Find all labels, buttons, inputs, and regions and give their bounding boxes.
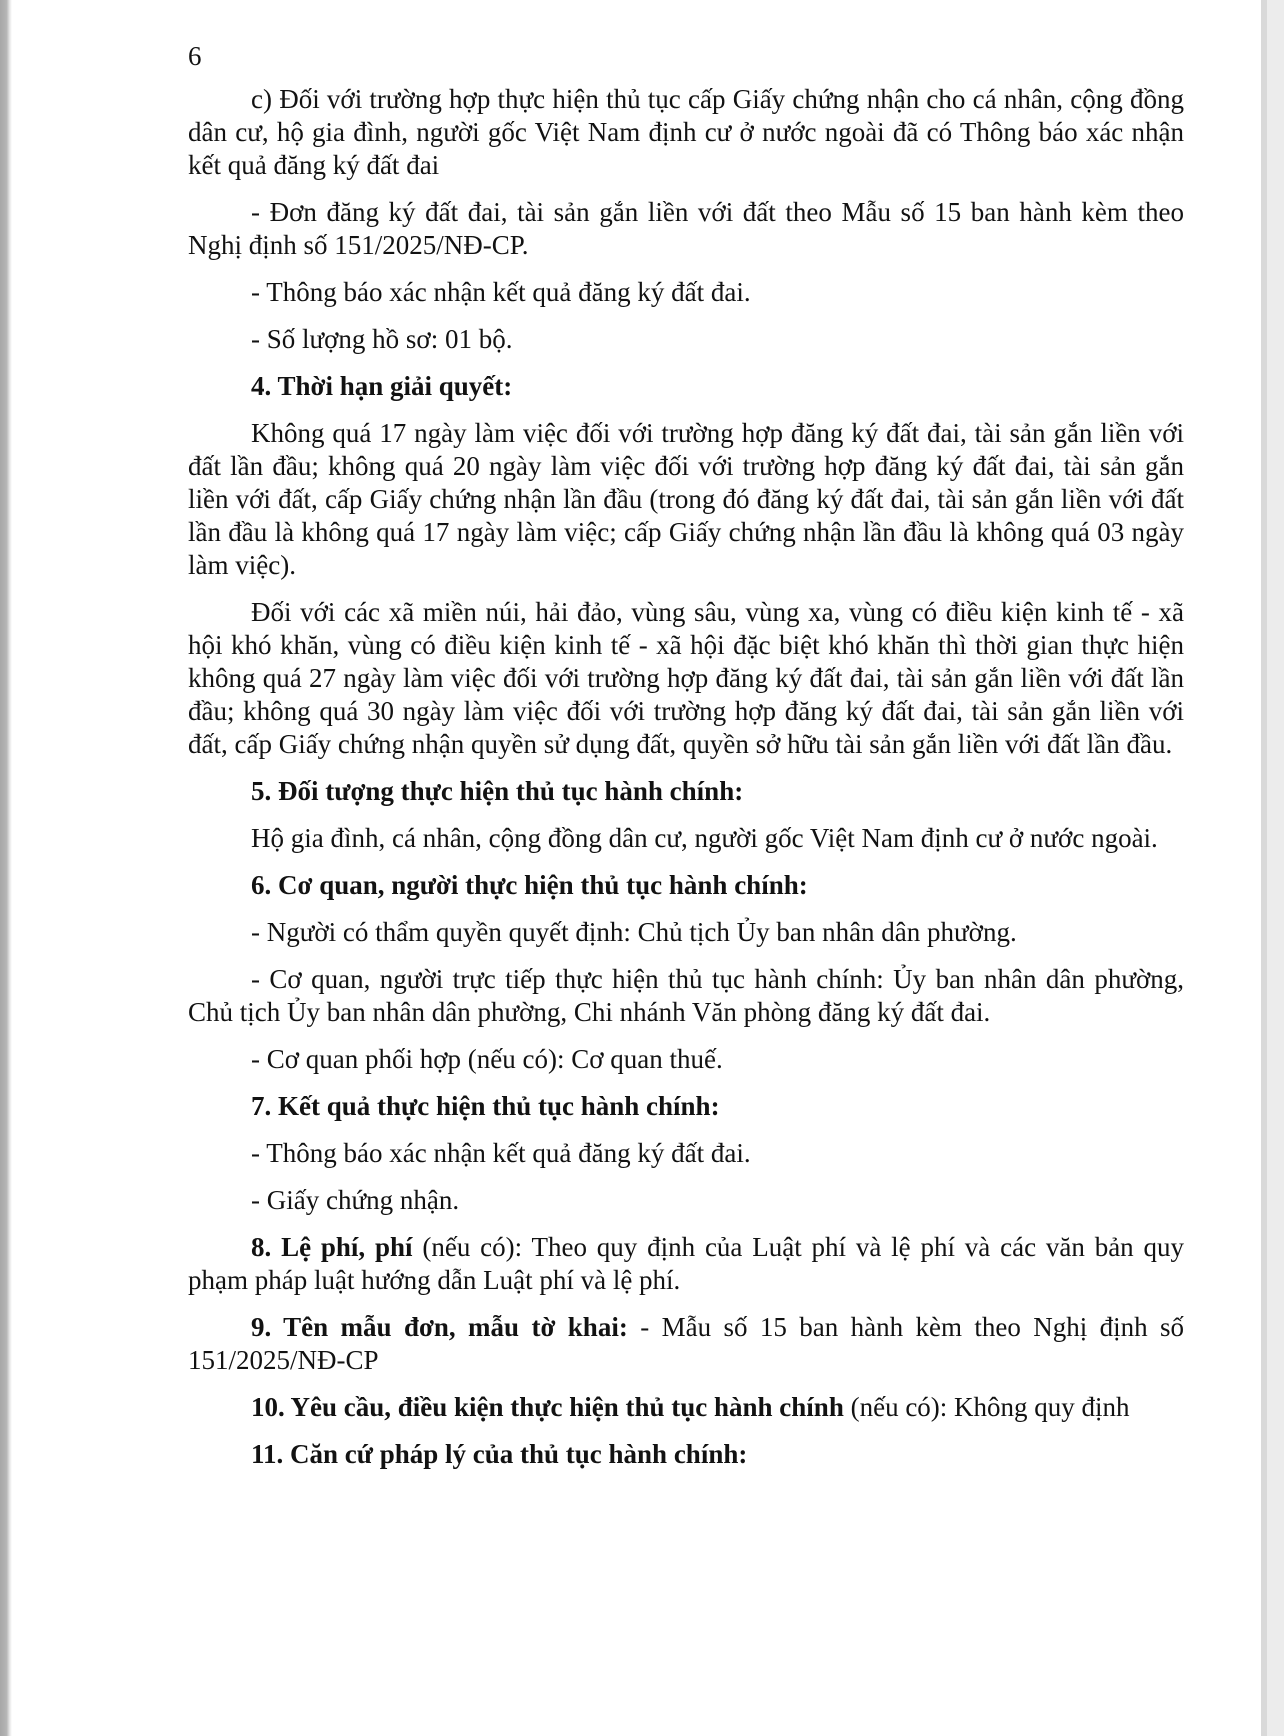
paragraph-requirements bbox=[188, 1391, 1184, 1424]
paragraph-fees-body: (nếu có): Theo quy định của Luật phí và lệ phí và các văn bản quy phạm pháp luật hướng dẫn Luật phí và lệ phí. bbox=[188, 1232, 1185, 1295]
paragraph-processing-time-2: Đối với các xã miền núi, hải đảo, vùng sâu, vùng xa, vùng có điều kiện kinh tế - xã hội khó khăn, vùng có điều kiện kinh tế - xã hội đặc biệt khó khăn thì thời gian thực hiện không quá 27 ngày làm việc đối với trường hợp đăng ký đất đai, tài sản gắn liền với đất lần đầu; không quá 30 ngày làm việc đối với trường hợp đăng ký đất đai, tài sản gắn liền với đất, cấp Giấy chứng nhận quyền sử dụng đất, quyền sở hữu tài sản gắn liền với đất lần đầu. bbox=[188, 597, 1184, 759]
list-item-confirmation-notice: - Thông báo xác nhận kết quả đăng ký đất đai. bbox=[251, 277, 751, 307]
paragraph-requirements-lead: 10. Yêu cầu, điều kiện thực hiện thủ tục hành chính bbox=[251, 1392, 844, 1422]
page-right-edge-shadow bbox=[1261, 0, 1284, 1736]
paragraph-procedure-subjects: Hộ gia đình, cá nhân, cộng đồng dân cư, người gốc Việt Nam định cư ở nước ngoài. bbox=[251, 823, 1158, 853]
list-item-application-form: - Đơn đăng ký đất đai, tài sản gắn liền với đất theo Mẫu số 15 ban hành kèm theo Nghị định số 151/2025/NĐ-CP. bbox=[188, 197, 1184, 260]
paragraph-point-c: c) Đối với trường hợp thực hiện thủ tục cấp Giấy chứng nhận cho cá nhân, cộng đồng dân cư, hộ gia đình, người gốc Việt Nam định cư ở nước ngoài đã có Thông báo xác nhận kết quả đăng ký đất đai bbox=[188, 84, 1184, 180]
paragraph-requirements-body: (nếu có): Không quy định bbox=[843, 1392, 1130, 1422]
paragraph-form-name-body: - Mẫu số 15 ban hành kèm theo Nghị định số 151/2025/NĐ-CP bbox=[188, 1312, 1185, 1375]
page-number: 6 bbox=[188, 41, 202, 71]
list-item-coordinating-agency: - Cơ quan phối hợp (nếu có): Cơ quan thuế. bbox=[251, 1044, 723, 1074]
page-left-edge-shadow bbox=[0, 0, 12, 1736]
section-heading-7: 7. Kết quả thực hiện thủ tục hành chính: bbox=[251, 1091, 720, 1121]
list-item-result-certificate: - Giấy chứng nhận. bbox=[251, 1185, 460, 1215]
section-heading-4: 4. Thời hạn giải quyết: bbox=[251, 371, 513, 401]
document-content bbox=[188, 40, 1184, 1485]
paragraph-form-name bbox=[188, 1311, 1184, 1377]
section-heading-5: 5. Đối tượng thực hiện thủ tục hành chính: bbox=[251, 776, 744, 806]
list-item-implementing-agency: - Cơ quan, người trực tiếp thực hiện thủ tục hành chính: Ủy ban nhân dân phường, Chủ tịch Ủy ban nhân dân phường, Chi nhánh Văn phòng đăng ký đất đai. bbox=[188, 964, 1184, 1027]
list-item-dossier-count: - Số lượng hồ sơ: 01 bộ. bbox=[251, 324, 513, 354]
list-item-result-notice: - Thông báo xác nhận kết quả đăng ký đất đai. bbox=[251, 1138, 751, 1168]
paragraph-form-name-lead: 9. Tên mẫu đơn, mẫu tờ khai: bbox=[251, 1312, 628, 1342]
section-heading-11: 11. Căn cứ pháp lý của thủ tục hành chính: bbox=[251, 1439, 748, 1469]
paragraph-fees bbox=[188, 1231, 1184, 1297]
paragraph-processing-time-1: Không quá 17 ngày làm việc đối với trường hợp đăng ký đất đai, tài sản gắn liền với đất lần đầu; không quá 20 ngày làm việc đối với trường hợp đăng ký đất đai, tài sản gắn liền với đất, cấp Giấy chứng nhận lần đầu (trong đó đăng ký đất đai, tài sản gắn liền với đất lần đầu là không quá 17 ngày làm việc; cấp Giấy chứng nhận lần đầu là không quá 03 ngày làm việc). bbox=[188, 418, 1184, 580]
section-heading-6: 6. Cơ quan, người thực hiện thủ tục hành chính: bbox=[251, 870, 808, 900]
list-item-deciding-authority: - Người có thẩm quyền quyết định: Chủ tịch Ủy ban nhân dân phường. bbox=[251, 917, 1017, 947]
paragraph-fees-lead: 8. Lệ phí, phí bbox=[251, 1232, 413, 1262]
